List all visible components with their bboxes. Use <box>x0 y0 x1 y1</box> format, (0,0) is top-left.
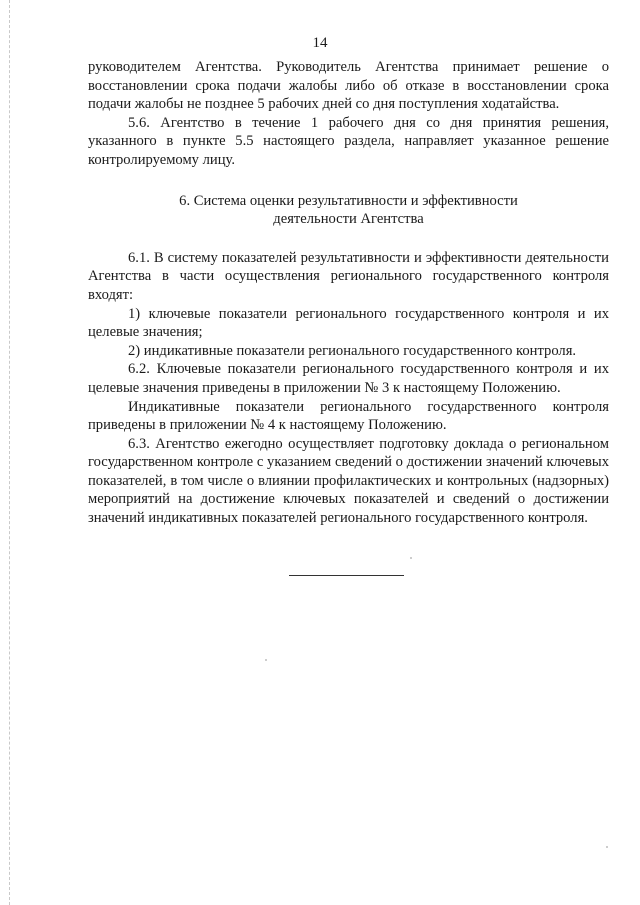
list-item-2: 2) индикативные показатели регионального государственного контроля. <box>128 342 577 359</box>
scan-speck <box>265 659 267 661</box>
paragraph-indicative: Индикативные показатели регионального государственного контроля приведены в приложении № 4 к настоящему Положению. <box>88 398 609 434</box>
end-of-document-rule <box>289 575 404 576</box>
section-heading-line-2: деятельности Агентства <box>273 211 424 228</box>
scan-speck <box>606 846 608 848</box>
list-item-1: 1) ключевые показатели регионального государственного контроля и их целевые значения; <box>88 305 609 341</box>
section-heading-line-1: 6. Система оценки результативности и эффективности <box>179 192 518 209</box>
paragraph-6-3: 6.3. Агентство ежегодно осуществляет подготовку доклада о региональном государственном контроле с указанием сведений о достижении значений ключевых показателей, в том числе о влиянии профилактических и контрольных (надзорных) мероприятий на достижение ключевых показателей и сведений о достижении значений индикативных показателей регионального государственного контроля. <box>88 435 609 527</box>
page-number: 14 <box>312 35 328 51</box>
paragraph-6-1: 6.1. В систему показателей результативности и эффективности деятельности Агентства в части осуществления регионального государственного контроля входят: <box>88 249 609 303</box>
scan-edge-line <box>9 0 10 905</box>
scan-speck <box>410 557 412 559</box>
document-body <box>88 58 609 528</box>
paragraph-6-2: 6.2. Ключевые показатели регионального государственного контроля и их целевые значения приведены в приложении № 3 к настоящему Положению. <box>88 361 609 396</box>
paragraph-5-5-continuation: руководителем Агентства. Руководитель Агентства принимает решение о восстановлении срока подачи жалобы либо об отказе в восстановлении срока подачи жалобы не позднее 5 рабочих дней со дня поступления ходатайства. <box>88 59 609 113</box>
paragraph-5-6: 5.6. Агентство в течение 1 рабочего дня со дня принятия решения, указанного в пункте 5.5 настоящего раздела, направляет указанное решение контролируемому лицу. <box>88 114 609 168</box>
